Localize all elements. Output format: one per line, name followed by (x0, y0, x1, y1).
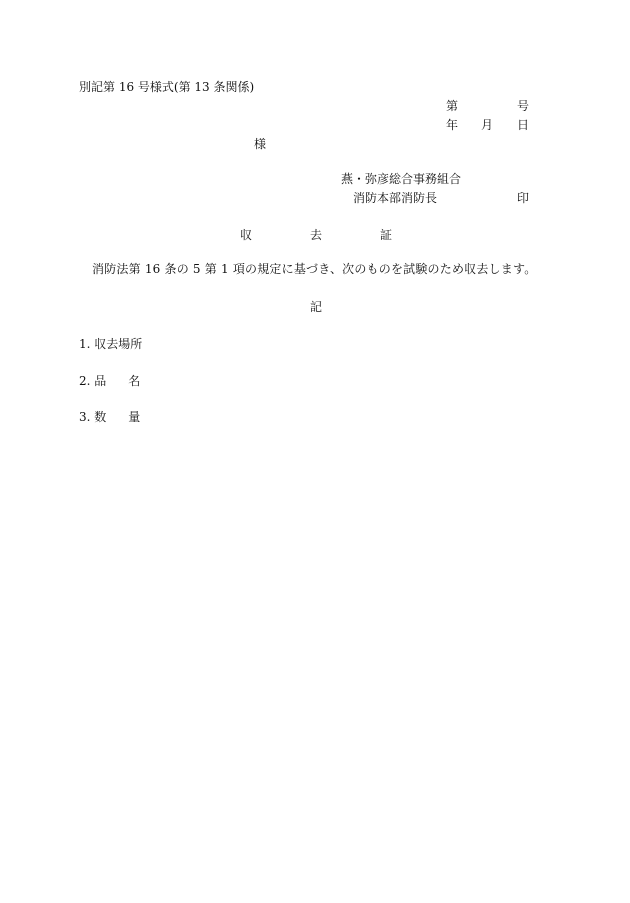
form-label: 別記第 16 号様式(第 13 条関係) (79, 80, 255, 94)
item-label-part: 品 (94, 374, 107, 388)
ki-heading: 記 (310, 300, 323, 314)
list-item (79, 374, 140, 388)
body-paragraph: 消防法第 16 条の 5 第 1 項の規定に基づき、次のものを試験のため収去します。 (92, 262, 537, 276)
list-item (79, 410, 140, 424)
number-suffix: 号 (517, 99, 530, 113)
item-label-part: 数 (94, 410, 107, 424)
item-number: 2. (79, 374, 91, 388)
item-label-part: 量 (128, 410, 141, 424)
issuer-title: 消防本部消防長 (353, 191, 438, 205)
date-day-label: 日 (517, 118, 530, 132)
number-prefix: 第 (446, 99, 459, 113)
item-label-part: 名 (128, 374, 141, 388)
item-number: 3. (79, 410, 91, 424)
seal-mark: 印 (517, 191, 530, 205)
document-title-char: 収 (240, 228, 253, 242)
item-label: 収去場所 (94, 337, 143, 351)
document-title-char: 証 (380, 228, 393, 242)
date-month-label: 月 (481, 118, 494, 132)
issuer-organization: 燕・弥彦総合事務組合 (341, 172, 462, 186)
item-number: 1. (79, 337, 91, 351)
addressee-suffix: 様 (254, 137, 267, 151)
list-item (79, 337, 142, 351)
date-year-label: 年 (446, 118, 459, 132)
document-title-char: 去 (310, 228, 323, 242)
